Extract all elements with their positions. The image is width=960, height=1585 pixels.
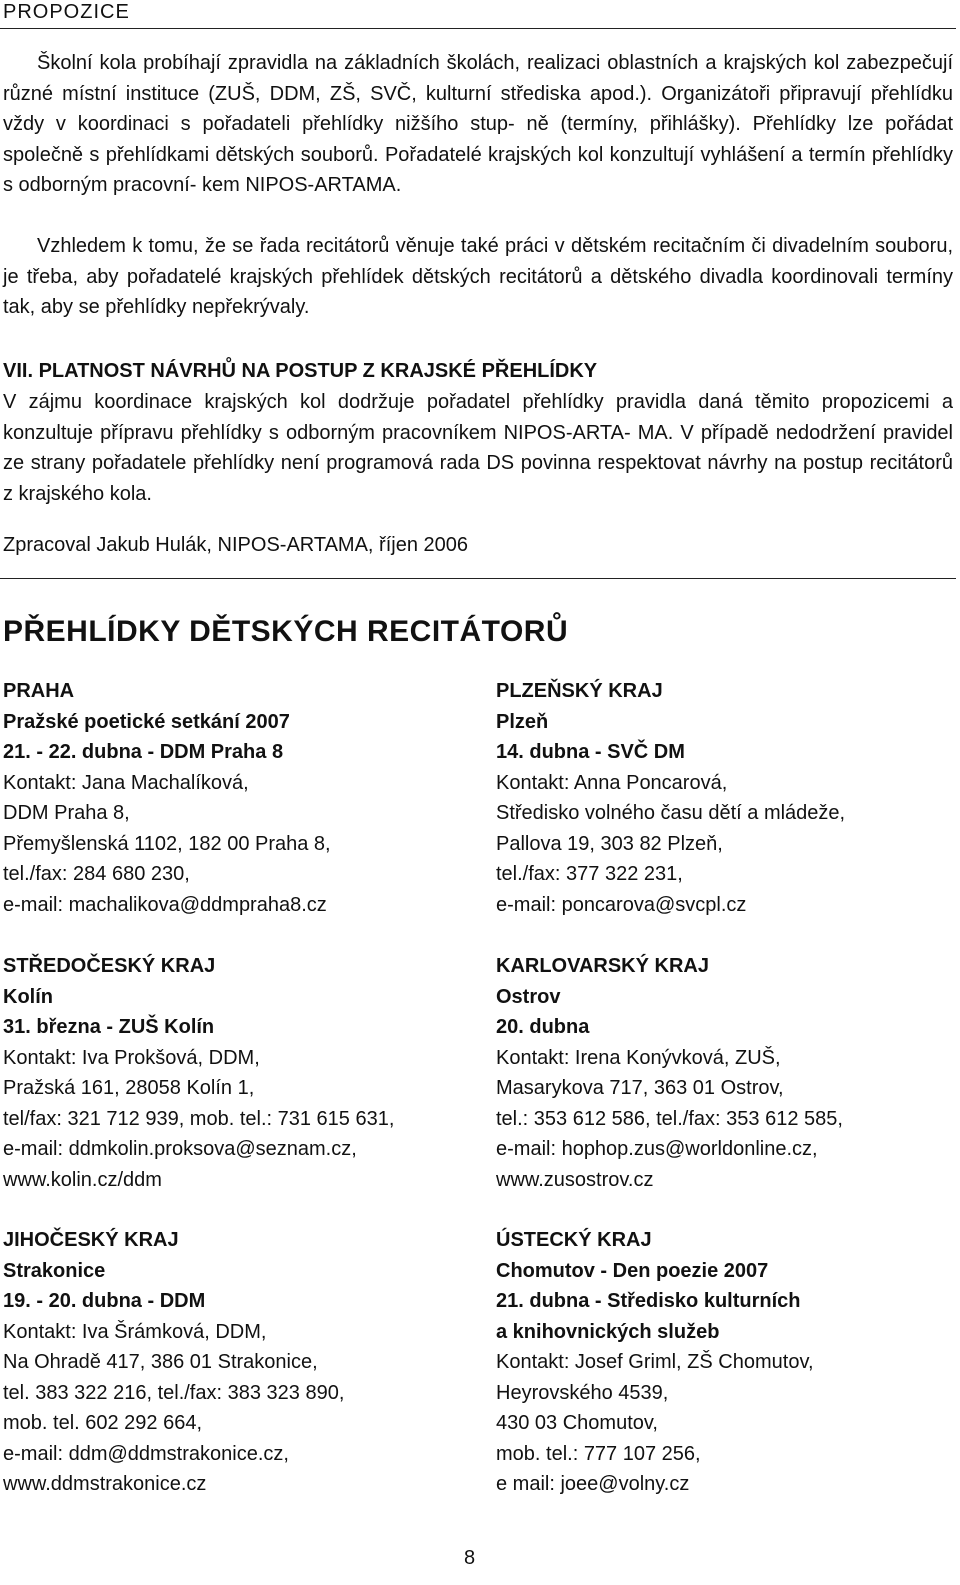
- contact-line: Kontakt: Iva Prokšová, DDM,: [3, 1046, 260, 1069]
- contact-line: www.ddmstrakonice.cz: [3, 1473, 207, 1495]
- contact-line: Masarykova 717, 363 01 Ostrov,: [496, 1077, 784, 1099]
- contact-line: Kontakt: Josef Griml, ZŠ Chomutov,: [496, 1351, 814, 1373]
- text-line: rada DS povinna respektovat návrhy na postup recitátorů z krajského kola.: [3, 452, 954, 505]
- event-name: Pražské poetické setkání 2007: [3, 710, 290, 733]
- section-rule: [0, 578, 956, 579]
- contact-line: www.kolin.cz/ddm: [3, 1168, 162, 1191]
- region-name: KARLOVARSKÝ KRAJ: [496, 955, 709, 977]
- region-name: ÚSTECKÝ KRAJ: [496, 1229, 652, 1251]
- contact-line: mob. tel.: 777 107 256,: [496, 1442, 701, 1465]
- contact-line: e mail: joee@volny.cz: [496, 1473, 690, 1495]
- contact-line: tel./fax: 284 680 230,: [3, 863, 190, 885]
- author-line: Zpracoval Jakub Hulák, NIPOS-ARTAMA, říjen 2006: [3, 534, 468, 556]
- section-label: PROPOZICE: [3, 1, 130, 23]
- region-block-praha: [3, 676, 473, 920]
- event-date: 21. dubna - Středisko kulturních: [496, 1290, 801, 1312]
- region-name: JIHOČESKÝ KRAJ: [3, 1229, 179, 1251]
- contact-line: Na Ohradě 417, 386 01 Strakonice,: [3, 1351, 318, 1373]
- text-line: divadelním souboru, je třeba, aby pořadatelé krajských přehlídek dětských recitátorů: [3, 235, 954, 288]
- text-line: ně (termíny, přihlášky). Přehlídky lze pořádat společně s přehlídkami dětských souborů.: [3, 113, 953, 166]
- region-block-stredocesky: [3, 951, 473, 1195]
- region-block-plzensky: [496, 676, 960, 920]
- contact-line: Kontakt: Irena Konývková, ZUŠ,: [496, 1046, 781, 1069]
- region-name: STŘEDOČESKÝ KRAJ: [3, 955, 216, 977]
- main-title: PŘEHLÍDKY DĚTSKÝCH RECITÁTORŮ: [3, 615, 569, 648]
- contact-line: Pražská 161, 28058 Kolín 1,: [3, 1077, 255, 1099]
- event-venue: a knihovnických služeb: [496, 1320, 720, 1343]
- contact-line: tel/fax: 321 712 939, mob. tel.: 731 615 631,: [3, 1107, 395, 1130]
- contact-line: e-mail: ddm@ddmstrakonice.cz,: [3, 1442, 289, 1465]
- page-number: 8: [464, 1547, 476, 1569]
- contact-line: e-mail: poncarova@svcpl.cz: [496, 893, 747, 916]
- region-block-ustecky: [496, 1225, 960, 1500]
- event-date: 19. - 20. dubna - DDM: [3, 1290, 206, 1312]
- event-name: Kolín: [3, 985, 53, 1008]
- event-name: Plzeň: [496, 710, 549, 733]
- contact-line: www.zusostrov.cz: [496, 1168, 654, 1191]
- contact-line: mob. tel. 602 292 664,: [3, 1412, 203, 1434]
- contact-line: tel.: 353 612 586, tel./fax: 353 612 585,: [496, 1107, 843, 1130]
- contact-line: 430 03 Chomutov,: [496, 1412, 658, 1434]
- text-line: kol zabezpečují různé místní instituce (ZUŠ, DDM, ZŠ, SVČ, kulturní střediska apod.).: [3, 52, 953, 105]
- event-date: 14. dubna - SVČ DM: [496, 741, 685, 763]
- contact-line: Heyrovského 4539,: [496, 1381, 669, 1404]
- contact-line: tel. 383 322 216, tel./fax: 383 323 890,: [3, 1381, 345, 1404]
- intro-paragraph-1: [3, 48, 953, 201]
- event-date: 20. dubna: [496, 1016, 590, 1038]
- region-name: PRAHA: [3, 680, 75, 702]
- event-name: Chomutov - Den poezie 2007: [496, 1259, 769, 1282]
- event-name: Ostrov: [496, 985, 561, 1008]
- contact-line: Pallova 19, 303 82 Plzeň,: [496, 832, 723, 855]
- contact-line: e-mail: machalikova@ddmpraha8.cz: [3, 893, 327, 916]
- text-line: Organizátoři připravují přehlídku vždy v koordinaci s pořadateli přehlídky nižšího stup-: [3, 82, 953, 135]
- event-date: 31. března - ZUŠ Kolín: [3, 1016, 215, 1038]
- region-name: PLZEŇSKÝ KRAJ: [496, 680, 663, 702]
- header-rule: [0, 28, 956, 29]
- contact-line: e-mail: hophop.zus@worldonline.cz,: [496, 1138, 818, 1160]
- section-vii-paragraph: [3, 387, 953, 509]
- contact-line: Kontakt: Iva Šrámková, DDM,: [3, 1320, 267, 1343]
- event-date: 21. - 22. dubna - DDM Praha 8: [3, 741, 284, 763]
- text-line: propozicemi a konzultuje přípravu přehlídky s odborným pracovníkem NIPOS-ARTA-: [3, 391, 953, 444]
- contact-line: Středisko volného času dětí a mládeže,: [496, 802, 846, 824]
- intro-paragraph-2: [3, 231, 953, 323]
- section-vii-heading: VII. PLATNOST NÁVRHŮ NA POSTUP Z KRAJSKÉ PŘEHLÍDKY: [3, 360, 598, 382]
- contact-line: Kontakt: Jana Machalíková,: [3, 771, 249, 794]
- text-line: V zájmu koordinace krajských kol dodržuje pořadatel přehlídky pravidla daná těmito: [3, 391, 810, 413]
- contact-line: e-mail: ddmkolin.proksova@seznam.cz,: [3, 1138, 357, 1160]
- region-block-karlovarsky: [496, 951, 960, 1195]
- contact-line: Přemyšlenská 1102, 182 00 Praha 8,: [3, 832, 331, 855]
- text-line: Školní kola probíhají zpravidla na základních školách, realizaci oblastních a krajských: [37, 52, 807, 74]
- text-line: kem NIPOS-ARTAMA.: [201, 174, 402, 196]
- text-line: Pořadatelé krajských kol konzultují vyhlášení a termín přehlídky s odborným pracovní-: [3, 143, 953, 196]
- event-name: Strakonice: [3, 1259, 106, 1282]
- text-line: a dětského divadla koordinovali termíny tak, aby se přehlídky nepřekrývaly.: [3, 265, 954, 318]
- contact-line: Kontakt: Anna Poncarová,: [496, 771, 728, 794]
- contact-line: DDM Praha 8,: [3, 802, 130, 824]
- text-line: Vzhledem k tomu, že se řada recitátorů věnuje také práci v dětském recitačním či: [37, 235, 766, 257]
- region-block-jihocesky: [3, 1225, 473, 1500]
- contact-line: tel./fax: 377 322 231,: [496, 863, 683, 885]
- text-line: MA. V případě nedodržení pravidel ze strany pořadatele přehlídky není programová: [3, 421, 954, 474]
